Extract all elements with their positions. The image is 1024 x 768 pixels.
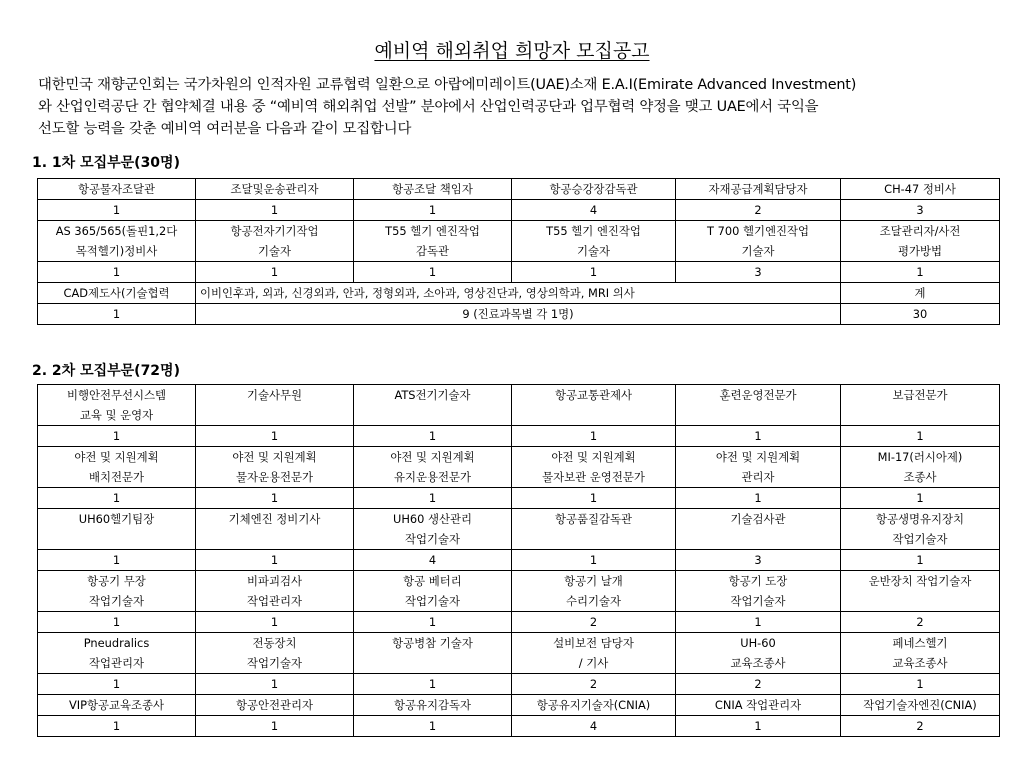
count-cell: [841, 716, 1000, 737]
position-cell: [676, 385, 841, 426]
count-cell: [841, 488, 1000, 509]
position-label: MI-17(러시아제): [877, 450, 963, 464]
table-row: [38, 633, 1000, 674]
count-cell: [38, 262, 196, 283]
position-cell: [512, 221, 676, 262]
count-cell: [841, 550, 1000, 571]
count-value: 1: [112, 677, 121, 691]
count-value: 1: [112, 553, 121, 567]
count-value: 3: [754, 265, 762, 279]
position-label: T 700 헬기엔진작업: [707, 224, 809, 238]
position-label: UH60헬기팀장: [78, 512, 155, 526]
position-label: 훈련운영전문가: [719, 388, 797, 402]
count-value: 1: [754, 429, 762, 443]
position-label: 보급전문가: [892, 388, 948, 402]
position-label: 목적헬기)정비사: [75, 244, 158, 258]
table-row: [38, 550, 1000, 571]
count-cell: [676, 716, 841, 737]
count-cell: [196, 200, 354, 221]
position-label: 기술사무원: [246, 388, 303, 402]
count-value: 2: [754, 203, 762, 217]
position-label: T55 헬기 엔진작업: [385, 224, 480, 238]
table-row: [38, 221, 1000, 262]
position-label: 평가방법: [897, 244, 942, 258]
position-label: 작업기술자: [730, 594, 786, 608]
position-cell: [676, 571, 841, 612]
position-label: 작업기술자: [246, 656, 303, 670]
count-cell: [354, 674, 512, 695]
position-cell: [512, 385, 676, 426]
count-cell: [512, 200, 676, 221]
count-value: 1: [428, 719, 437, 733]
position-cell: [196, 633, 354, 674]
position-cell: [38, 633, 196, 674]
count-cell: [38, 612, 196, 633]
count-cell: [676, 200, 841, 221]
count-cell: [196, 674, 354, 695]
count-value: 1: [916, 677, 924, 691]
position-cell: [676, 179, 841, 200]
position-cell: [38, 571, 196, 612]
count-value: 1: [270, 719, 279, 733]
table-row: [38, 283, 1000, 304]
intro-line: 대한민국 재향군인회는 국가차원의 인적자원 교류협력 일환으로 아랍에미레이트(UAE)소재 E.A.I(Emirate Advanced Investment): [38, 77, 857, 93]
position-cell: [354, 695, 512, 716]
table-row: [38, 612, 1000, 633]
position-label: 야전 및 지원계획: [715, 450, 801, 464]
count-value: 3: [916, 203, 924, 217]
position-label: 기술자: [257, 244, 291, 258]
table-row: [38, 716, 1000, 737]
position-cell: [38, 447, 196, 488]
position-label: 항공생명유지장치: [875, 512, 965, 526]
position-cell: [354, 385, 512, 426]
count-value: 1: [112, 491, 121, 505]
count-cell: [512, 674, 676, 695]
position-label: CNIA 작업관리자: [714, 698, 802, 712]
position-label: 수리기술자: [565, 594, 622, 608]
count-value: 2: [754, 677, 762, 691]
count-value: 2: [916, 719, 924, 733]
position-cell: [512, 695, 676, 716]
count-value: 1: [754, 719, 762, 733]
position-cell: [38, 179, 196, 200]
count-cell: [512, 612, 676, 633]
count-value: 1: [916, 553, 924, 567]
position-label: 야전 및 지원계획: [74, 450, 159, 464]
position-label: 페네스헬기: [892, 636, 948, 650]
position-cell: [354, 447, 512, 488]
position-cell: [354, 179, 512, 200]
count-value: 1: [270, 677, 279, 691]
position-cell: [841, 447, 1000, 488]
section2-table: [37, 384, 1000, 737]
count-cell: [841, 262, 1000, 283]
count-value: 1: [428, 677, 437, 691]
position-label: 작업기술자: [88, 594, 145, 608]
count-cell: [676, 612, 841, 633]
position-cell: [196, 695, 354, 716]
position-label: 작업기술자엔진(CNIA): [863, 698, 977, 712]
count-cell: [196, 550, 354, 571]
count-value: 1: [916, 265, 924, 279]
table-row: [38, 695, 1000, 716]
count-value: 1: [270, 615, 279, 629]
position-cell: [841, 221, 1000, 262]
position-label: 조달및운송관리자: [230, 182, 319, 196]
medical-doctors-count: 9 (진료과목별 각 1명): [196, 304, 841, 325]
count-value: 1: [112, 203, 121, 217]
position-label: 설비보전 담당자: [553, 636, 634, 650]
count-cell: [38, 426, 196, 447]
position-label: 물자보관 운영전문가: [542, 470, 645, 484]
position-label: 기술자: [576, 244, 610, 258]
total-count: 30: [841, 304, 1000, 325]
position-label: 유지운용전문가: [393, 470, 472, 484]
position-cell: [841, 571, 1000, 612]
position-cell: [512, 179, 676, 200]
position-cell: [196, 221, 354, 262]
position-label: 항공기 무장: [87, 574, 146, 588]
table-row: [38, 426, 1000, 447]
count-cell: [38, 200, 196, 221]
position-label: 항공유지감독자: [393, 698, 472, 712]
count-value: 4: [589, 719, 598, 733]
position-label: 야전 및 지원계획: [551, 450, 636, 464]
count-value: 2: [589, 615, 598, 629]
position-cell: [512, 447, 676, 488]
position-cell: [841, 695, 1000, 716]
position-label: 기체엔진 정비기사: [228, 512, 321, 526]
position-cell: [196, 385, 354, 426]
count-value: 1: [916, 491, 924, 505]
count-cell: [196, 488, 354, 509]
position-cell: [38, 221, 196, 262]
position-label: CH-47 정비사: [884, 182, 956, 196]
position-cell: [38, 385, 196, 426]
position-label: / 기사: [578, 656, 609, 670]
position-label: 교육조종사: [730, 656, 786, 670]
count-cell: [196, 716, 354, 737]
position-label: 항공안전관리자: [235, 698, 314, 712]
position-label: 항공품질감독관: [554, 512, 633, 526]
count-cell: [841, 426, 1000, 447]
count-cell: [38, 674, 196, 695]
count-value: 1: [754, 615, 762, 629]
count-value: 1: [428, 615, 437, 629]
count-value: 4: [589, 203, 598, 217]
position-cell: [676, 695, 841, 716]
position-label: 항공조달 책임자: [392, 182, 473, 196]
count-value: 1: [270, 429, 279, 443]
position-label: 작업관리자: [246, 594, 303, 608]
count-cell: [38, 716, 196, 737]
count-cell: [841, 200, 1000, 221]
count-cell: [512, 716, 676, 737]
table-row: [38, 571, 1000, 612]
position-cell: [841, 179, 1000, 200]
position-label: VIP항공교육조종사: [68, 698, 165, 712]
intro-line: 와 산업인력공단 간 협약체결 내용 중 “예비역 해외취업 선발” 분야에서 산업인력공단과 업무협력 약정을 맺고 UAE에서 국익을: [38, 99, 819, 115]
count-value: 3: [754, 553, 762, 567]
position-label: 교육조종사: [892, 656, 948, 670]
count-cell: [841, 674, 1000, 695]
count-value: 1: [112, 265, 121, 279]
position-label: 운반장치 작업기술자: [868, 574, 972, 588]
position-label: 작업기술자: [892, 532, 948, 546]
count-value: 1: [428, 491, 437, 505]
position-label: 자재공급계획담당자: [708, 182, 808, 196]
table-row: [38, 488, 1000, 509]
position-label: UH-60: [740, 636, 776, 650]
position-cell: [676, 447, 841, 488]
count-cell: [354, 612, 512, 633]
position-cell: [841, 509, 1000, 550]
position-label: 감독관: [415, 244, 449, 258]
count-cell: [676, 262, 841, 283]
section1-table: [37, 178, 1000, 325]
position-label: 전동장치: [252, 636, 297, 650]
position-label: ATS전기기술자: [394, 388, 471, 402]
count-value: 1: [589, 491, 598, 505]
position-label: 항공유지기술자(CNIA): [536, 698, 651, 712]
count-cell: [354, 262, 512, 283]
count-cell: [512, 262, 676, 283]
count-value: 1: [270, 491, 279, 505]
intro-paragraph: [38, 74, 1013, 140]
count-value: 1: [916, 429, 924, 443]
count-value: 1: [589, 429, 598, 443]
position-cell: [354, 633, 512, 674]
position-label: 야전 및 지원계획: [390, 450, 475, 464]
position-cell: [354, 221, 512, 262]
intro-line: 선도할 능력을 갖춘 예비역 여러분을 다음과 같이 모집합니다: [38, 121, 412, 137]
count-value: 1: [112, 615, 121, 629]
position-cell: [512, 509, 676, 550]
position-cell: [196, 571, 354, 612]
count-cell: [676, 674, 841, 695]
count-cell: [196, 262, 354, 283]
count-cell: [354, 426, 512, 447]
count-cell: [196, 612, 354, 633]
count-cell: [354, 488, 512, 509]
count-value: 2: [916, 615, 924, 629]
table-row: [38, 385, 1000, 426]
position-label: AS 365/565(돌핀1,2다: [55, 224, 178, 238]
page-title: 예비역 해외취업 희망자 모집공고: [374, 40, 650, 62]
count-value: 1: [112, 429, 121, 443]
table-row: [38, 200, 1000, 221]
position-cell: [512, 633, 676, 674]
count-cell: [38, 488, 196, 509]
position-cell: [354, 509, 512, 550]
count-value: 1: [270, 553, 279, 567]
position-cell: [38, 695, 196, 716]
position-cell: [676, 509, 841, 550]
position-label: 조종사: [903, 470, 937, 484]
count-value: 1: [589, 265, 598, 279]
count-value: 4: [428, 553, 437, 567]
count-cell: [841, 612, 1000, 633]
medical-doctors-cell: 이비인후과, 외과, 신경외과, 안과, 정형외과, 소아과, 영상진단과, 영상의학과, MRI 의사: [196, 283, 841, 304]
count-value: 1: [428, 429, 437, 443]
position-label: 작업기술자: [404, 532, 461, 546]
count-value: 1: [112, 719, 121, 733]
position-label: 기술자: [741, 244, 775, 258]
position-label: 기술검사관: [730, 512, 786, 526]
position-cell: [354, 571, 512, 612]
count-cell: [676, 426, 841, 447]
position-label: 항공병참 기술자: [392, 636, 473, 650]
position-label: 작업관리자: [88, 656, 145, 670]
position-cell: [841, 633, 1000, 674]
position-label: 항공교통관제사: [554, 388, 633, 402]
total-label-cell: 계: [841, 283, 1000, 304]
count-cell: [38, 550, 196, 571]
position-label: 항공기 도장: [728, 574, 788, 588]
table-row: [38, 509, 1000, 550]
count-cell: [512, 550, 676, 571]
position-label: 비행안전무선시스템: [66, 388, 167, 402]
position-cell: [512, 571, 676, 612]
position-cell: [196, 179, 354, 200]
position-label: 항공승강장감독관: [549, 182, 638, 196]
count-value: 2: [589, 677, 598, 691]
count-value: 1: [754, 491, 762, 505]
position-label: 야전 및 지원계획: [232, 450, 317, 464]
position-label: 조달관리자/사전: [879, 224, 961, 238]
table-row: [38, 262, 1000, 283]
count-cell: [676, 550, 841, 571]
position-label: 물자운용전문가: [235, 470, 314, 484]
count-value: 1: [270, 203, 279, 217]
section2-heading: 2. 2차 모집부문(72명): [32, 363, 180, 379]
table-row: [38, 304, 1000, 325]
position-label: 작업기술자: [404, 594, 461, 608]
position-label: UH60 생산관리: [392, 512, 473, 526]
position-label: 관리자: [741, 470, 775, 484]
count-cell: [354, 716, 512, 737]
count-value: 1: [270, 265, 279, 279]
count-cell: [676, 488, 841, 509]
section1-heading: 1. 1차 모집부문(30명): [32, 155, 180, 171]
position-cell: [841, 385, 1000, 426]
cad-drafter-count: 1: [38, 304, 196, 325]
position-label: 항공전자기기작업: [230, 224, 319, 238]
position-label: T55 헬기 엔진작업: [546, 224, 641, 238]
position-label: 항공물자조달관: [77, 182, 156, 196]
position-cell: [38, 509, 196, 550]
count-cell: [512, 488, 676, 509]
position-label: 항공 베터리: [403, 574, 462, 588]
count-cell: [354, 550, 512, 571]
position-label: 항공기 날개: [564, 574, 623, 588]
cad-drafter-cell: CAD제도사(기술협력: [38, 283, 196, 304]
count-value: 1: [589, 553, 598, 567]
position-cell: [196, 447, 354, 488]
count-cell: [354, 200, 512, 221]
position-cell: [676, 633, 841, 674]
position-label: 배치전문가: [88, 470, 145, 484]
table-row: [38, 447, 1000, 488]
count-cell: [196, 426, 354, 447]
count-cell: [512, 426, 676, 447]
position-label: 비파괴검사: [246, 574, 303, 588]
count-value: 1: [428, 203, 437, 217]
position-cell: [196, 509, 354, 550]
table-row: [38, 674, 1000, 695]
position-label: 교육 및 운영자: [79, 408, 154, 422]
position-label: Pneudralics: [83, 636, 150, 650]
table-row: [38, 179, 1000, 200]
count-value: 1: [428, 265, 437, 279]
position-cell: [676, 221, 841, 262]
